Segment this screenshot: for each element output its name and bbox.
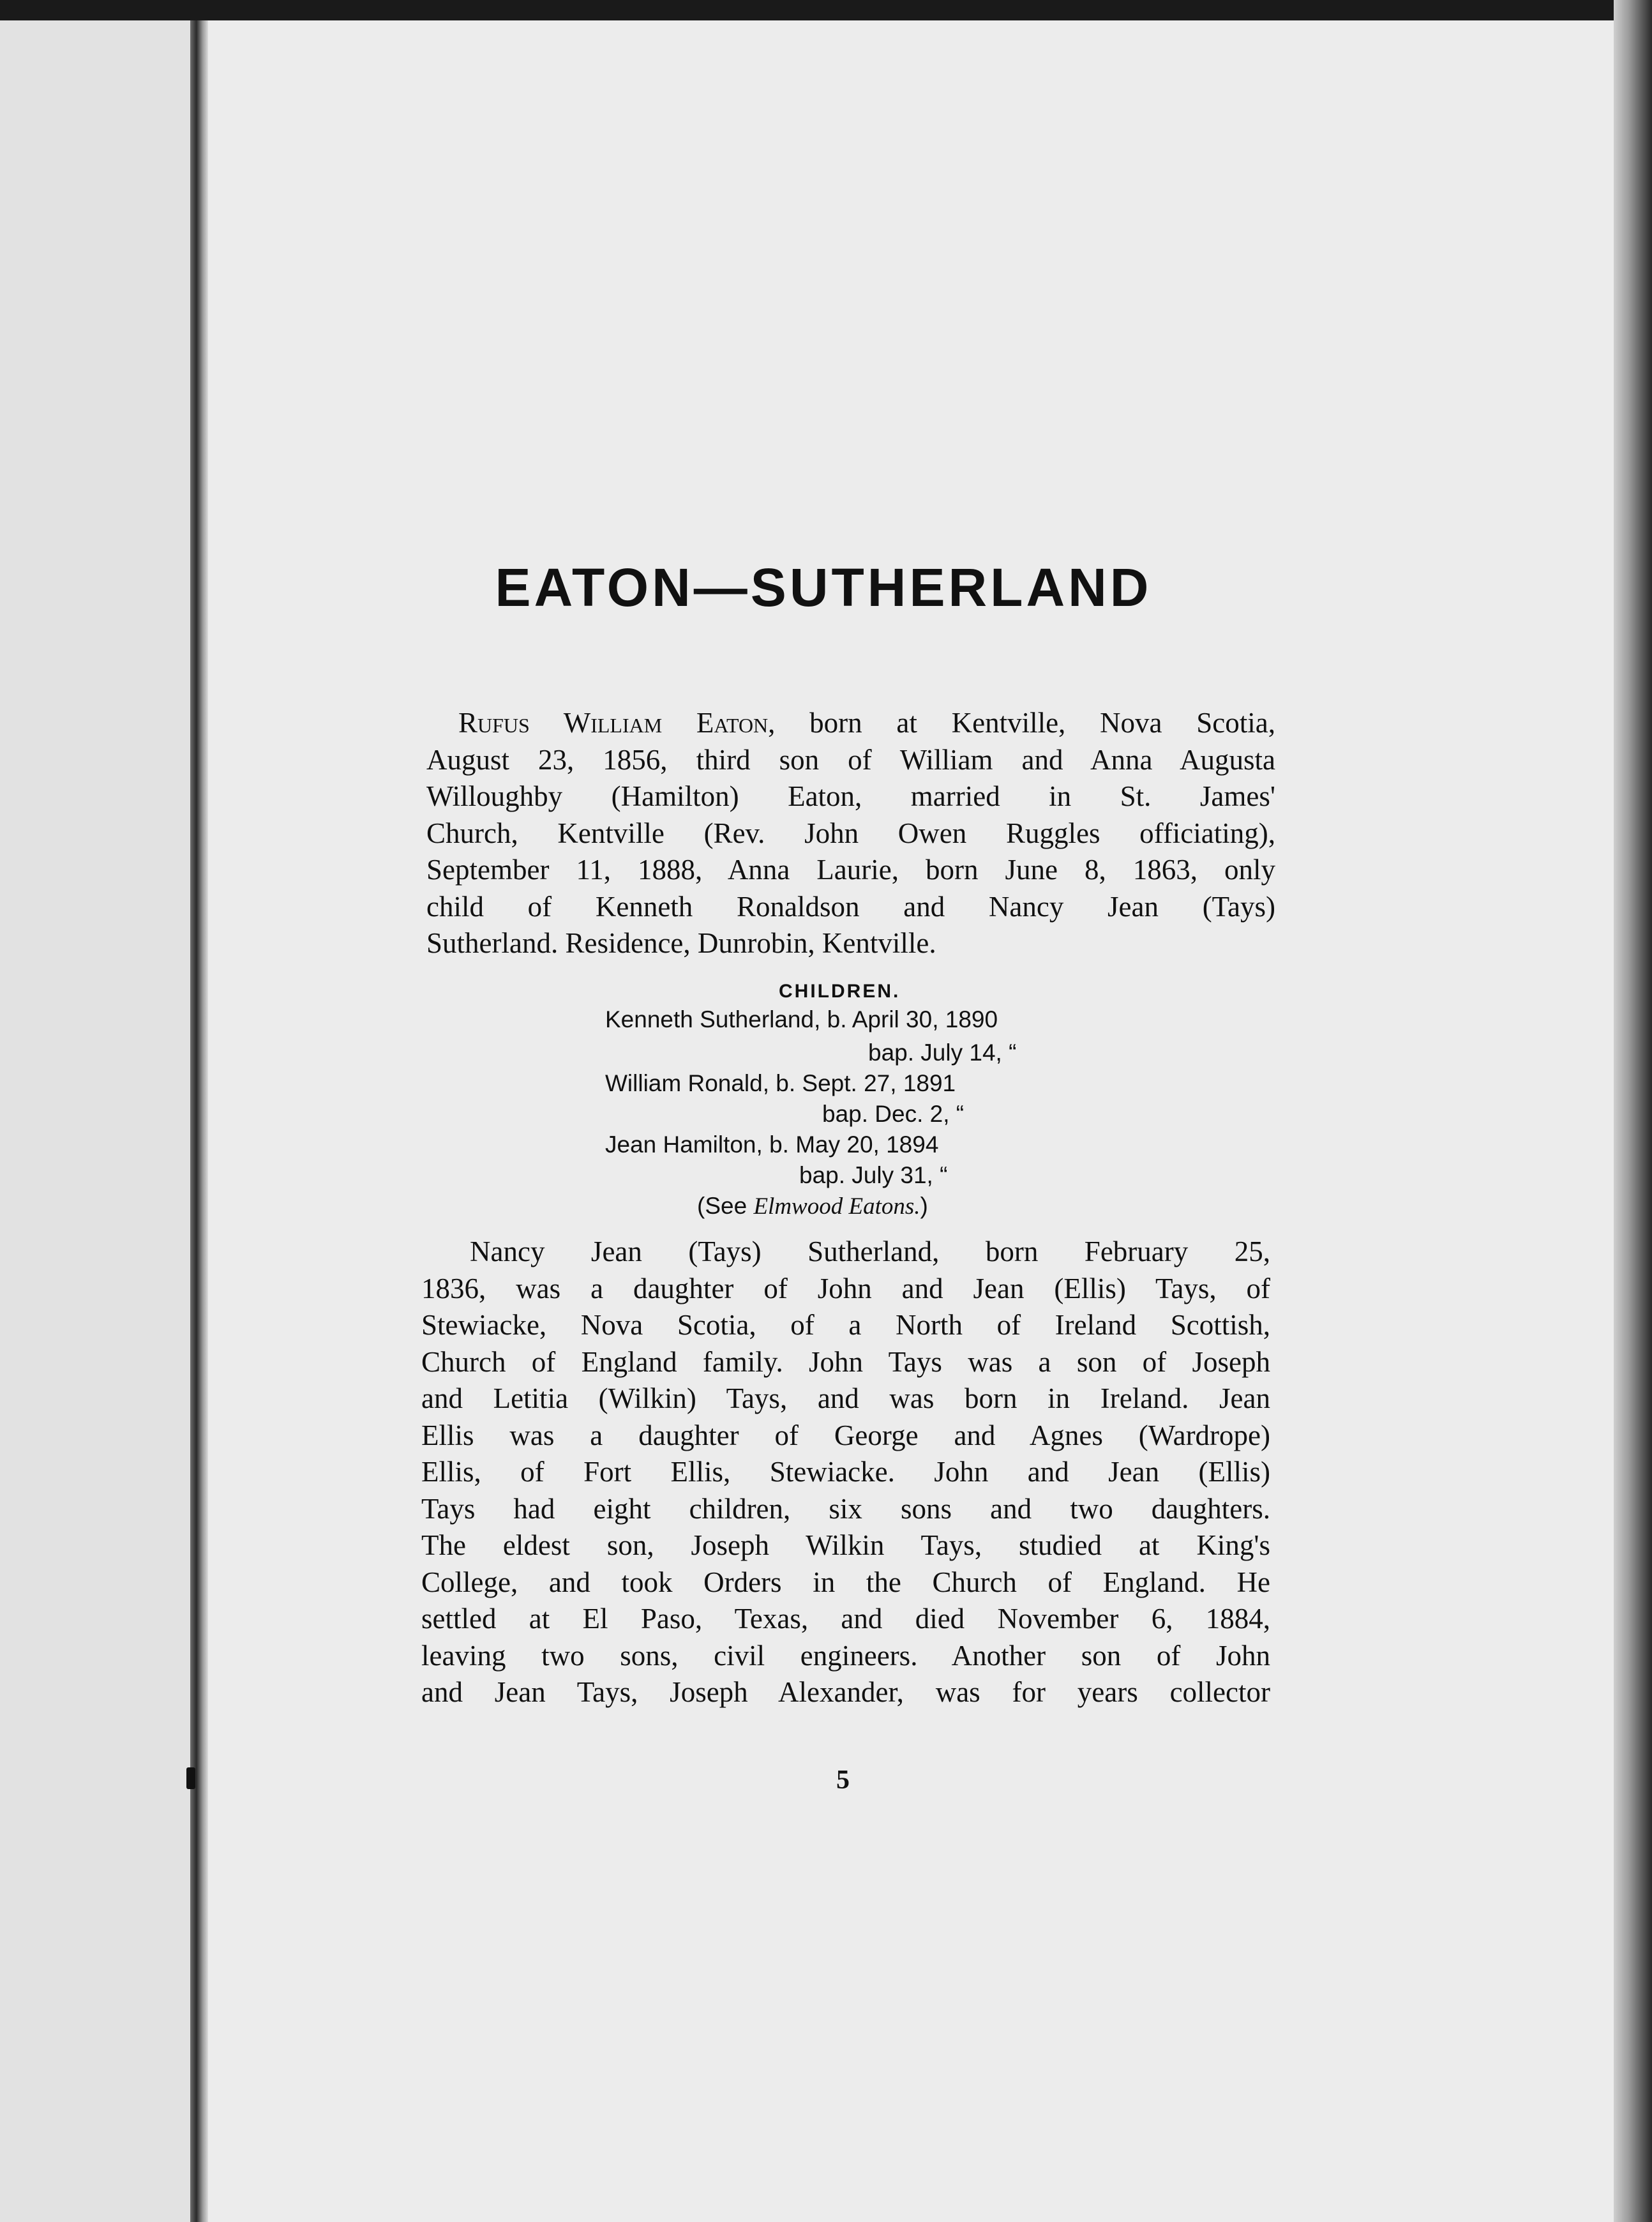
paragraph-line: Tays had eight children, six sons and two daughters. — [421, 1492, 1270, 1525]
paragraph-line: 1836, was a daughter of John and Jean (Ellis) Tays, of — [421, 1272, 1270, 1304]
book-spine — [190, 20, 208, 2222]
see-prefix: (See — [697, 1193, 754, 1219]
paragraph-line: and Letitia (Wilkin) Tays, and was born in Ireland. Jean — [421, 1382, 1270, 1414]
paragraph-tays-family — [421, 1234, 1270, 1711]
facing-page-edge — [0, 20, 191, 2222]
page-number: 5 — [836, 1765, 850, 1795]
spine-mark — [186, 1767, 195, 1789]
children-heading: CHILDREN. — [779, 981, 901, 1002]
paragraph-line: and Jean Tays, Joseph Alexander, was for years collector — [421, 1676, 1270, 1708]
child-baptism-william: bap. Dec. 2, “ — [822, 1101, 965, 1127]
paragraph-line: settled at El Paso, Texas, and died November 6, 1884, — [421, 1603, 1270, 1635]
lead-name: Rufus William Eaton — [458, 707, 769, 739]
paragraph-line: August 23, 1856, third son of William and Anna Augusta — [426, 743, 1275, 776]
paragraph-line: child of Kenneth Ronaldson and Nancy Jean (Tays) — [426, 890, 1275, 923]
scan-top-border — [0, 0, 1652, 20]
line-text: , born at Kentville, Nova Scotia, — [768, 707, 1275, 739]
paragraph-eaton-sutherland — [426, 705, 1275, 962]
child-baptism-kenneth: bap. July 14, “ — [868, 1039, 1017, 1066]
paragraph-line: leaving two sons, civil engineers. Another son of John — [421, 1639, 1270, 1672]
paragraph-line: Stewiacke, Nova Scotia, of a North of Ireland Scottish, — [421, 1309, 1270, 1341]
scan-right-border — [1614, 0, 1652, 2222]
paragraph-line: Nancy Jean (Tays) Sutherland, born February 25, — [470, 1236, 1270, 1267]
page-title: EATON—SUTHERLAND — [495, 557, 1152, 617]
child-birth-william: William Ronald, b. Sept. 27, 1891 — [605, 1070, 956, 1096]
child-baptism-jean: bap. July 31, “ — [799, 1162, 948, 1188]
see-reference — [697, 1193, 928, 1220]
paragraph-line — [426, 705, 1275, 742]
child-birth-kenneth: Kenneth Sutherland, b. April 30, 1890 — [605, 1006, 998, 1032]
see-suffix: ) — [920, 1193, 928, 1219]
paragraph-line: Willoughby (Hamilton) Eaton, married in St. James' — [426, 780, 1275, 812]
paragraph-line: Ellis, of Fort Ellis, Stewiacke. John and Jean (Ellis) — [421, 1456, 1270, 1488]
paragraph-line: Sutherland. Residence, Dunrobin, Kentville. — [426, 927, 936, 959]
paragraph-line: College, and took Orders in the Church of England. He — [421, 1566, 1270, 1598]
paragraph-line: The eldest son, Joseph Wilkin Tays, studied at King's — [421, 1529, 1270, 1561]
paragraph-line: Church, Kentville (Rev. John Owen Ruggles officiating), — [426, 817, 1275, 849]
see-title: Elmwood Eatons. — [753, 1193, 920, 1220]
paragraph-line: September 11, 1888, Anna Laurie, born June 8, 1863, only — [426, 854, 1275, 886]
paragraph-line: Ellis was a daughter of George and Agnes (Wardrope) — [421, 1419, 1270, 1451]
paragraph-line: Church of England family. John Tays was a son of Joseph — [421, 1345, 1270, 1378]
child-birth-jean: Jean Hamilton, b. May 20, 1894 — [605, 1131, 939, 1158]
